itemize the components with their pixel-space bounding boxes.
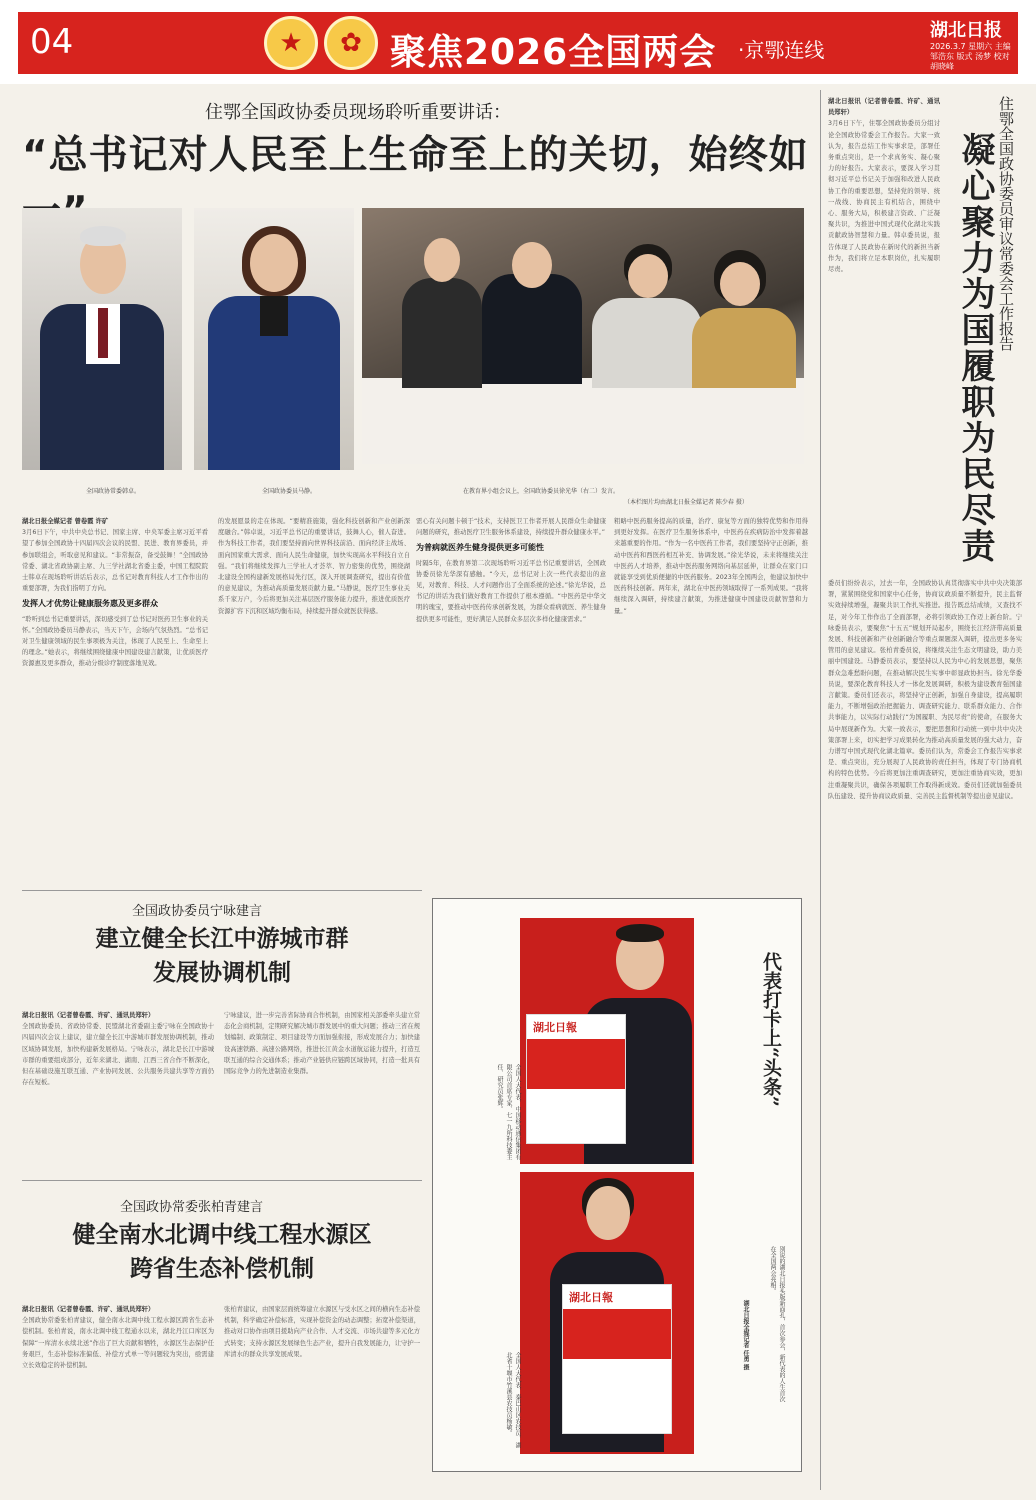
photo-caption-2: 全国政协委员马静。: [262, 488, 317, 495]
page-banner: [0, 0, 1036, 84]
main-article-column-3: 需心有关问题卡顿于“技术，支持医卫工作者开展人民群众生命健康问题的研究，推动医疗卫生服务体系建设，持续提升群众健康水平。” 为普病就医养生健身提供更多可能性 时隔5年，在教育界第二次现场聆听习近平总书记重要讲话，全国政协委员徐光华深有感触。“今天，总书记对上次一些代表提出的意见，对教育、科技、人才问题作出了全面系统的论述。”徐光华说，总书记的讲话为我们做好教育工作提供了根本遵循。“中医药是中华文明的瑰宝，要推动中医药传承创新发展，为群众看病就医、养生健身提供更多可能性，更好满足人民群众多层次多样化健康需求。”: [416, 518, 606, 623]
photo-caption-3: 在教育界小组会议上，全国政协委员徐光华（右二）发言。: [463, 488, 620, 495]
article2-title-line1: 建立健全长江中游城市群: [95, 925, 349, 952]
main-subhead-1: 发挥人才优势让健康服务惠及更多群众: [22, 599, 158, 609]
clip-vertical-title: 代表打卡上“头条”: [760, 952, 782, 1107]
photo-meeting: [362, 208, 804, 464]
cppcc-emblem-icon: ✿: [324, 16, 378, 70]
clip-caption-1: 全国人大代表、中国移动通信集团有限公司首席专家、七一九所科技委主任、研究员张辉。: [496, 1064, 521, 1160]
clip-caption-2: 全国人大代表、秦巴山区农技员、湖北省十堰市竹溪县农技员杨敏。: [505, 1352, 521, 1448]
article3-kicker: 全国政协常委张柏青建言: [120, 1200, 264, 1215]
photo-delegate-2: [194, 208, 354, 470]
photo-caption-1: 全国政协常委韩卓。: [86, 488, 141, 495]
sidebar-byline: 湖北日报讯（记者曾卷霞、许矿、通讯员郑轩）: [828, 98, 940, 117]
article3-title-line2: 跨省生态补偿机制: [130, 1255, 314, 1282]
banner-subtitle: ·京鄂连线: [738, 38, 825, 62]
photo-delegate-with-newspaper-1: [520, 918, 694, 1164]
article3-column-1: 湖北日报讯（记者曾卷霞、许矿、通讯员郑轩） 全国政协常委张柏青建议，健全南水北调中线工程水源区跨省生态补偿机制。张柏青说，南水北调中线工程通水以来，湖北丹江口库区为保障“一库清水永续北送”作出了巨大贡献和牺牲，水源区生态保护任务艰巨，生态补偿标准偏低、补偿方式单一等问题较为突出，亟需建立长效稳定的补偿机制。: [22, 1306, 214, 1370]
photo-delegate-1: [22, 208, 182, 470]
photo-delegate-with-newspaper-2: [520, 1172, 694, 1454]
divider-1: [22, 890, 422, 891]
main-byline: 湖北日报全媒记者 曾卷霞 许矿: [22, 518, 109, 525]
clip-side-note: 别说的湖北日报头版新面孔，首次参会，新代表的人生首次在全国两会亮相。: [769, 1246, 785, 1402]
main-article-column-2: 的发展愿景的走在体现。“要精准施策，强化科技创新和产业创新深度融合。”韩卓说，习近平总书记的重要讲话，鼓舞人心，催人奋进。作为科技工作者，我们要坚持面向世界科技前沿、面向经济主战场、面向国家重大需求、面向人民生命健康，加快实现高水平科技自立自强。“我们将继续发挥九三学社人才荟萃、智力密集的优势，围绕湖北建设全国构建新发展格局先行区，深入开展调查研究，提出有价值的意见建议，为推动高质量发展贡献力量。”马静说，医疗卫生事业关系千家万户，今后将更加关注基层医疗服务能力提升，推进优质医疗资源扩容下沉和区域均衡布局，持续提升群众就医获得感。: [218, 518, 410, 615]
masthead-logo: 湖北日报: [930, 20, 1002, 41]
clip-credit: 湖北日报全媒记者 任勇 摄: [742, 1300, 749, 1371]
masthead-info: 2026.3.7 星期六 主编 邹浩东 版式 汤梦 校对 胡晓峰: [930, 42, 1011, 71]
main-article-column-4: 粗略中医药服务提高的质量，治疗、康复等方面的独特优势和作用得到更好发挥。在医疗卫生服务体系中，中医药在疾病防治中发挥着越来越重要的作用。“作为一名中医药工作者，我们要坚持守正创新，推动中医药和西医药相互补充、协调发展。”徐光华说，未来将继续关注中医药人才培养，推动中医药服务网络向基层延伸，让群众在家门口就能享受到优质便捷的中医药服务。2023年全国两会，他建议加快中医药科技创新。两年来，湖北在中医药领域取得了一系列成果。“我将继续深入调研，持续建言献策，为推进健康中国建设贡献智慧和力量。”: [614, 518, 808, 615]
sidebar-rule: [820, 90, 821, 1490]
sidebar-column-bottom: 委员们纷纷表示，过去一年，全国政协认真贯彻落实中共中央决策部署，紧紧围绕党和国家中心任务，协商议政质量不断提升，民主监督实效持续增强，凝聚共识工作扎实推进。报告既总结成绩，又查找不足，对今年工作作出了全面部署，必将引领政协工作迈上新台阶。宁咏委员表示，要聚焦“十五五”规划开局起步，围绕长江经济带高质量发展、科技创新和产业创新融合等重点课题深入调研，提出更多务实管用的意见建议。张柏青委员说，将继续关注生态文明建设，助力美丽中国建设。马静委员表示，要坚持以人民为中心的发展思想，聚焦群众急难愁盼问题，在推动解决民生实事中彰显政协担当。徐光华委员说，要深化教育科技人才一体化发展调研，积极为建设教育强国建言献策。委员们还表示，将坚持守正创新，加强自身建设，提高履职能力，不断增强政治把握能力、调查研究能力、联系群众能力、合作共事能力，以实际行动践行“为国履职、为民尽责”的使命，在服务大局中展现新作为。大家一致表示，要把思想和行动统一到中共中央决策部署上来，切实把学习成果转化为推动高质量发展的强大动力，奋力谱写中国式现代化湖北篇章。委员们认为，常委会工作报告实事求是、重点突出，充分展现了人民政协的责任担当，体现了专门协商机构的特色优势。今后将更加注重调查研究，更加注重协商实效，更加注重凝聚共识，确保各项履职工作取得新成效。委员们还就加强委员队伍建设、提升协商议政质量、完善民主监督机制等提出意见建议。: [828, 580, 1022, 800]
main-subhead-2: 为普病就医养生健身提供更多可能性: [416, 543, 544, 553]
article2-byline: 湖北日报讯（记者曾卷霞、许矿、通讯员郑轩）: [22, 1012, 155, 1019]
main-article-column-1: 湖北日报全媒记者 曾卷霞 许矿 3月6日下午，中共中央总书记、国家主席、中央军委主席习近平看望了参加全国政协十四届四次会议的民盟、民进、教育界委员，并参加联组会，听取意见和建议。“非常振奋，备受鼓舞！”全国政协常委、湖北省政协副主席、九三学社湖北省委主委，中国工程院院士韩卓在现场聆听讲话后表示，总书记对教育科技人才工作作出的重要部署，为我们指明了方向。 发挥人才优势让健康服务惠及更多群众 “聆听到总书记重要讲话，深切感受到了总书记对医药卫生事业的关怀。”全国政协委员马静表示，当天下午，会场内气氛热烈。“总书记对卫生健康领域的民生事项极为关注，体现了人民至上、生命至上的理念。”她表示，将继续围绕健康中国建设建言献策，让优质医疗资源惠及更多群众，推动分级诊疗制度落地见效。: [22, 518, 208, 668]
banner-title: 聚焦2026全国两会: [390, 32, 717, 73]
article2-column-1: 湖北日报讯（记者曾卷霞、许矿、通讯员郑轩） 全国政协委员、省政协常委、民盟湖北省委副主委宁咏在全国政协十四届四次会议上建议，建立健全长江中游城市群发展协调机制，推动区域协调发展，加快构建新发展格局。宁咏表示，湖北是长江中游城市群的重要组成部分，近年来湖北、湖南、江西三省合作不断深化，但在基础设施互联互通、产业协同发展、公共服务共建共享等方面仍存在短板。: [22, 1012, 214, 1087]
national-emblem-icon: ★: [264, 16, 318, 70]
sidebar-column-top: 湖北日报讯（记者曾卷霞、许矿、通讯员郑轩） 3月6日下午，住鄂全国政协委员分组讨论全国政协常委会工作报告。大家一致认为，报告总结工作实事求是，部署任务重点突出，是一个求真务实、凝心聚力的好报告。大家表示，要深入学习贯彻习近平总书记关于加强和改进人民政协工作的重要思想，坚持党的领导、统一战线、协商民主有机结合，围绕中心、服务大局，积极建言资政、广泛凝聚共识，为推进中国式现代化湖北实践贡献政协智慧和力量。韩卓委员说，报告体现了人民政协在新时代的新担当新作为，我们将立足本职岗位，扎实履职尽责。: [828, 98, 940, 274]
article3-title-line1: 健全南水北调中线工程水源区: [72, 1221, 372, 1248]
page-number: 04: [30, 22, 74, 62]
clip-newspaper-title-2: 湖北日報: [569, 1291, 613, 1304]
clip-newspaper-title-1: 湖北日報: [533, 1021, 577, 1034]
photo-credit: （本栏图片均由湖北日报全媒记者 陈少春 摄）: [624, 499, 748, 506]
article3-byline: 湖北日报讯（记者曾卷霞、许矿、通讯员郑轩）: [22, 1306, 155, 1313]
article2-title-line2: 发展协调机制: [153, 959, 291, 986]
meeting-table: [362, 378, 804, 464]
main-kicker: 住鄂全国政协委员现场聆听重要讲话：: [205, 102, 511, 123]
article2-column-2: 宁咏建议，进一步完善省际协商合作机制，由国家相关部委牵头建立常态化会商机制，定期研究解决城市群发展中的重大问题；推动三省在规划编制、政策制定、项目建设等方面加强衔接，形成发展合力；加快建设高速铁路、高速公路网络，推进长江黄金水道航运能力提升，打造互联互通的综合交通体系；推动产业链供应链跨区域协同，打造一批具有国际竞争力的先进制造业集群。: [224, 1012, 420, 1076]
divider-2: [22, 1180, 422, 1181]
sidebar-kicker: 住鄂全国政协委员审议常委会工作报告: [997, 96, 1015, 351]
main-headline: “总书记对人民至上生命至上的关切，始终如: [22, 133, 809, 178]
article2-kicker: 全国政协委员宁咏建言: [132, 904, 263, 919]
sidebar-title: 凝心聚力为国履职为民尽责: [955, 132, 995, 564]
article3-column-2: 张柏青建议，由国家层面统筹建立水源区与受水区之间的横向生态补偿机制，科学确定补偿标准，实现补偿资金的动态调整；拓宽补偿渠道，推动对口协作由项目援助向产业合作、人才交流、市场共建等多元化方式转变；支持水源区发展绿色生态产业，提升自我发展能力，让守护一库清水的群众共享发展成果。: [224, 1306, 420, 1358]
